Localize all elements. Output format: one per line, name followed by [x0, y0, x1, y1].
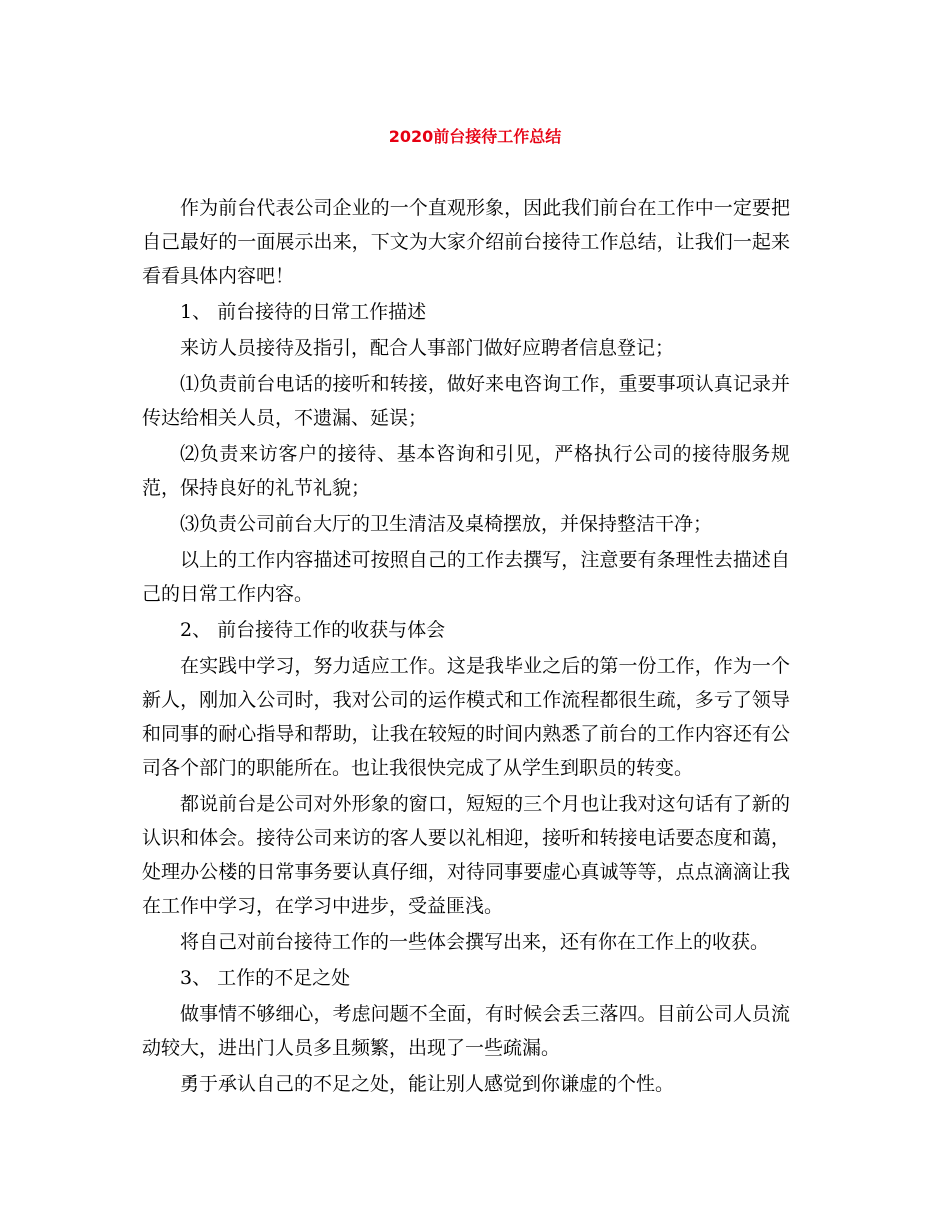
paragraph: 将自己对前台接待工作的一些体会撰写出来，还有你在工作上的收获。: [180, 931, 770, 953]
paragraph: ⑴负责前台电话的接听和转接，做好来电咨询工作，重要事项认真记录并传达给相关人员，不遗漏、延误；: [142, 373, 790, 429]
section-heading: 2、 前台接待工作的收获与体会: [180, 619, 446, 641]
paragraph: 做事情不够细心，考虑问题不全面，有时候会丢三落四。目前公司人员流动较大，进出门人员多且频繁，出现了一些疏漏。: [142, 1003, 790, 1059]
paragraph: ⑵负责来访客户的接待、基本咨询和引见，严格执行公司的接待服务规范，保持良好的礼节礼貌；: [142, 443, 790, 499]
document-body: [142, 191, 790, 1103]
paragraph: 勇于承认自己的不足之处，能让别人感觉到你谦虚的个性。: [180, 1073, 675, 1095]
section-heading: 3、 工作的不足之处: [180, 967, 351, 989]
section-heading: 1、 前台接待的日常工作描述: [180, 301, 427, 323]
paragraph: 在实践中学习，努力适应工作。这是我毕业之后的第一份工作，作为一个新人，刚加入公司时，我对公司的运作模式和工作流程都很生疏，多亏了领导和同事的耐心指导和帮助，让我在较短的时间内熟悉了前台的工作内容还有公司各个部门的职能所在。也让我很快完成了从学生到职员的转变。: [142, 655, 790, 779]
paragraph: 来访人员接待及指引，配合人事部门做好应聘者信息登记；: [180, 337, 675, 359]
paragraph: 作为前台代表公司企业的一个直观形象，因此我们前台在工作中一定要把自己最好的一面展示出来，下文为大家介绍前台接待工作总结，让我们一起来看看具体内容吧！: [142, 197, 790, 287]
document-title: 2020前台接待工作总结: [388, 127, 562, 146]
paragraph: ⑶负责公司前台大厅的卫生清洁及桌椅摆放，并保持整洁干净；: [180, 513, 713, 535]
paragraph: 都说前台是公司对外形象的窗口，短短的三个月也让我对这句话有了新的认识和体会。接待公司来访的客人要以礼相迎，接听和转接电话要态度和蔼，处理办公楼的日常事务要认真仔细，对待同事要虚心真诚等等，点点滴滴让我在工作中学习，在学习中进步，受益匪浅。: [142, 793, 790, 917]
paragraph: 以上的工作内容描述可按照自己的工作去撰写，注意要有条理性去描述自己的日常工作内容。: [142, 549, 790, 605]
